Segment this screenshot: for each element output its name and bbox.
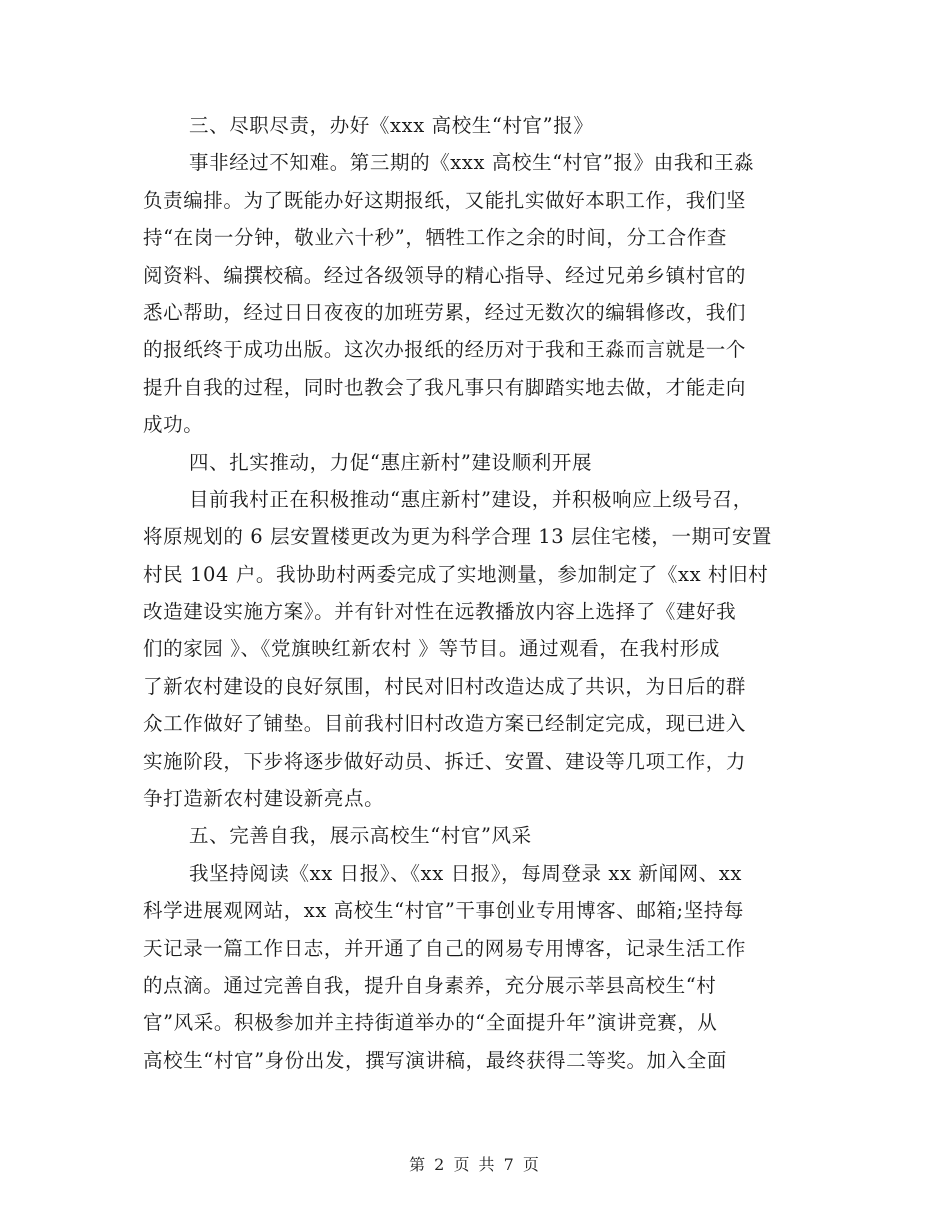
paragraph-line: 官”风采。积极参加并主持街道举办的“全面提升年”演讲竞赛，从 <box>143 1011 718 1035</box>
paragraph-line: 实施阶段，下步将逐步做好动员、拆迁、安置、建设等几项工作，力 <box>143 749 747 773</box>
paragraph-line: 了新农村建设的良好氛围，村民对旧村改造达成了共识，为日后的群 <box>143 674 747 698</box>
paragraph-line: 的点滴。通过完善自我，提升自身素养，充分展示莘县高校生“村 <box>143 973 717 997</box>
paragraph-line: 成功。 <box>143 413 204 437</box>
page-number-footer: 第 2 页 共 7 页 <box>409 1155 541 1174</box>
paragraph-line: 悉心帮助，经过日日夜夜的加班劳累，经过无数次的编辑修改，我们 <box>143 300 747 324</box>
paragraph-line: 科学进展观网站，xx 高校生“村官”干事创业专用博客、邮箱;坚持每 <box>143 899 745 923</box>
paragraph-line: 阅资料、编撰校稿。经过各级领导的精心指导、经过兄弟乡镇村官的 <box>143 263 747 287</box>
paragraph-line: 众工作做好了铺垫。目前我村旧村改造方案已经制定完成，现已进入 <box>143 712 747 736</box>
paragraph-line: 提升自我的过程，同时也教会了我凡事只有脚踏实地去做，才能走向 <box>143 375 747 399</box>
paragraph-line: 我坚持阅读《xx 日报》、《xx 日报》，每周登录 xx 新闻网、xx <box>189 861 743 885</box>
paragraph-line: 争打造新农村建设新亮点。 <box>143 787 385 811</box>
section-heading: 四、扎实推动，力促“惠庄新村”建设顺利开展 <box>189 450 593 474</box>
paragraph-line: 事非经过不知难。第三期的《xxx 高校生“村官”报》由我和王淼 <box>189 151 755 175</box>
paragraph-line: 高校生“村官”身份出发，撰写演讲稿，最终获得二等奖。加入全面 <box>143 1048 727 1072</box>
section-heading: 三、尽职尽责，办好《xxx 高校生“村官”报》 <box>189 114 594 137</box>
paragraph-line: 持“在岗一分钟，敬业六十秒”，牺牲工作之余的时间，分工合作查 <box>143 226 727 250</box>
paragraph-line: 改造建设实施方案》。并有针对性在远教播放内容上选择了《建好我 <box>143 600 737 624</box>
document-body <box>143 107 813 1079</box>
paragraph-line: 目前我村正在积极推动“惠庄新村”建设，并积极响应上级号召， <box>189 487 753 511</box>
paragraph-line: 天记录一篇工作日志，并开通了自己的网易专用博客，记录生活工作 <box>143 936 747 960</box>
paragraph-line: 们的家园 》、《党旗映红新农村 》等节目。通过观看，在我村形成 <box>143 637 720 661</box>
paragraph-line: 村民 104 户。我协助村两委完成了实地测量，参加制定了《xx 村旧村 <box>143 562 769 586</box>
paragraph-line: 将原规划的 6 层安置楼更改为更为科学合理 13 层住宅楼，一期可安置 <box>143 525 773 549</box>
paragraph-line: 的报纸终于成功出版。这次办报纸的经历对于我和王淼而言就是一个 <box>143 338 747 362</box>
paragraph-line: 负责编排。为了既能办好这期报纸，又能扎实做好本职工作，我们坚 <box>143 188 747 212</box>
section-heading: 五、完善自我，展示高校生“村官”风采 <box>189 824 532 848</box>
